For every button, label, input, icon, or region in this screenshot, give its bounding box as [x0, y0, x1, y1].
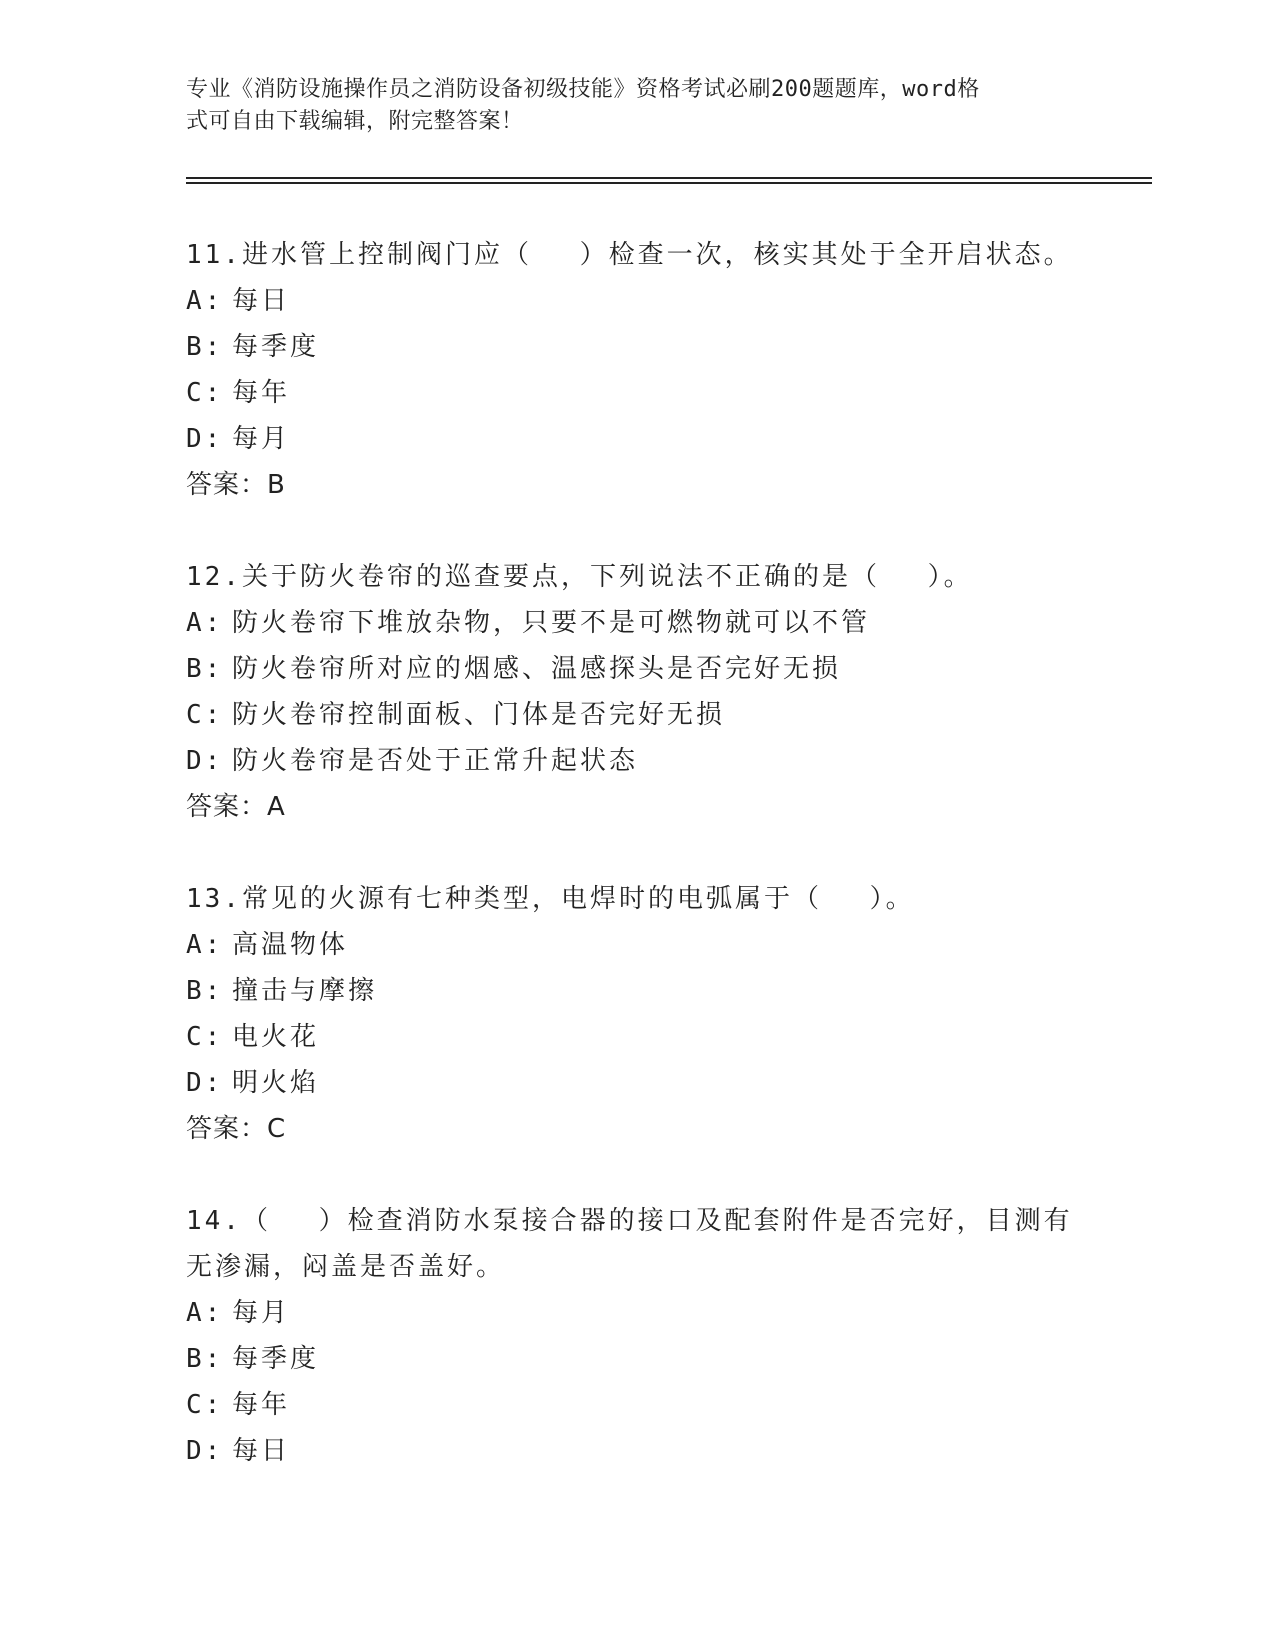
option-a: [186, 600, 1086, 646]
option-text: 每日: [232, 286, 291, 316]
option-label: D:: [186, 1436, 224, 1466]
option-d: [186, 1428, 1086, 1474]
option-a: [186, 922, 1086, 968]
option-d: [186, 1060, 1086, 1106]
option-b: [186, 646, 1086, 692]
option-label: C:: [186, 1022, 224, 1052]
option-label: D:: [186, 746, 224, 776]
question-text: 11.进水管上控制阀门应（ ）检查一次，核实其处于全开启状态。: [186, 240, 1073, 270]
option-d: [186, 416, 1086, 462]
option-label: B:: [186, 1344, 224, 1374]
question-11: [186, 232, 1086, 508]
option-a: [186, 278, 1086, 324]
option-text: 防火卷帘所对应的烟感、温感探头是否完好无损: [232, 654, 842, 684]
header-divider-top: [186, 177, 1152, 179]
option-label: B:: [186, 654, 224, 684]
question-13: [186, 876, 1086, 1152]
option-label: A:: [186, 286, 224, 316]
option-text: 明火焰: [232, 1068, 320, 1098]
document-header: [186, 74, 1066, 138]
question-text: 12.关于防火卷帘的巡查要点，下列说法不正确的是（ ）。: [186, 562, 973, 592]
option-text: 每月: [232, 1298, 291, 1328]
option-text: 每年: [232, 1390, 291, 1420]
option-text: 撞击与摩擦: [232, 976, 378, 1006]
option-text: 防火卷帘控制面板、门体是否完好无损: [232, 700, 726, 730]
option-c: [186, 370, 1086, 416]
option-text: 防火卷帘是否处于正常升起状态: [232, 746, 639, 776]
option-label: A:: [186, 608, 224, 638]
option-label: C:: [186, 1390, 224, 1420]
header-divider-bottom: [186, 182, 1152, 184]
option-label: A:: [186, 1298, 224, 1328]
option-text: 防火卷帘下堆放杂物，只要不是可燃物就可以不管: [232, 608, 871, 638]
option-label: B:: [186, 976, 224, 1006]
option-text: 每日: [232, 1436, 291, 1466]
option-text: 电火花: [232, 1022, 320, 1052]
option-label: D:: [186, 424, 224, 454]
option-c: [186, 1014, 1086, 1060]
question-14: [186, 1198, 1086, 1474]
question-text: 14.（ ）检查消防水泵接合器的接口及配套附件是否完好，目测有无渗漏，闷盖是否盖好。: [186, 1206, 1073, 1282]
option-label: C:: [186, 378, 224, 408]
header-line-1: 专业《消防设施操作员之消防设备初级技能》资格考试必刷200题题库，word格: [186, 77, 980, 102]
option-label: D:: [186, 1068, 224, 1098]
option-b: [186, 324, 1086, 370]
option-d: [186, 738, 1086, 784]
answer-line: 答案：C: [186, 1114, 287, 1144]
question-12: [186, 554, 1086, 830]
option-c: [186, 692, 1086, 738]
answer-line: 答案：A: [186, 792, 286, 822]
option-text: 每季度: [232, 1344, 320, 1374]
option-b: [186, 968, 1086, 1014]
option-text: 每季度: [232, 332, 320, 362]
answer-line: 答案：B: [186, 470, 286, 500]
option-label: A:: [186, 930, 224, 960]
option-label: B:: [186, 332, 224, 362]
option-a: [186, 1290, 1086, 1336]
question-text: 13.常见的火源有七种类型，电焊时的电弧属于（ ）。: [186, 884, 915, 914]
option-label: C:: [186, 700, 224, 730]
option-c: [186, 1382, 1086, 1428]
option-text: 每月: [232, 424, 291, 454]
option-b: [186, 1336, 1086, 1382]
option-text: 每年: [232, 378, 291, 408]
header-line-2: 式可自由下载编辑，附完整答案！: [186, 109, 524, 134]
option-text: 高温物体: [232, 930, 349, 960]
